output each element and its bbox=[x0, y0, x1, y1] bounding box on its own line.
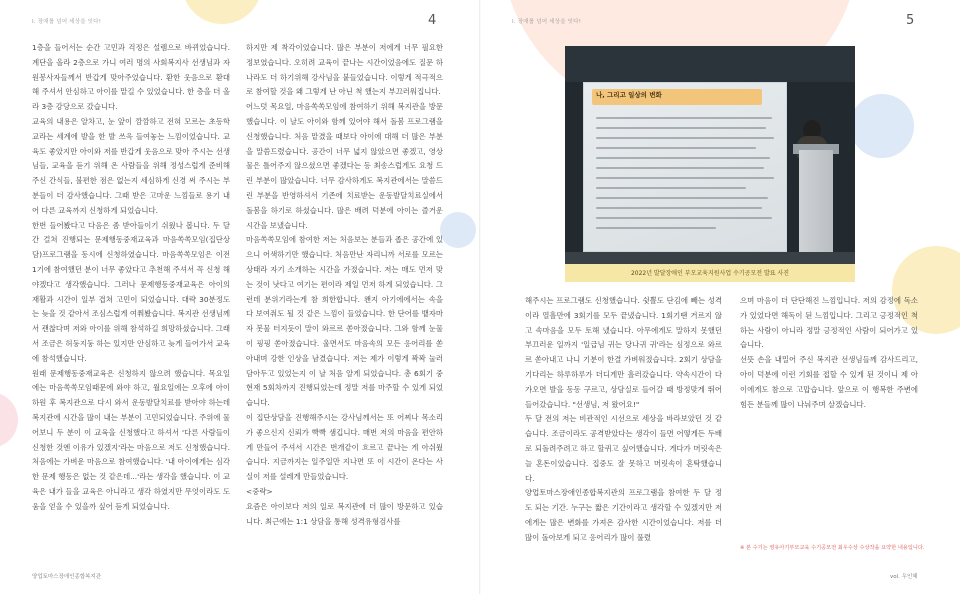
paragraph: 원래 문제행동중재교육은 신청하지 않으려 했습니다. 목요일에는 마음쏙쏙모임때문에 와야 하고, 월요일에는 오후에 아이 하원 후 복지관으로 다시 와서 운동발달치료를 받아야 하는데 복지관에 시간을 많이 내는 부분이 고민되었습니다. 주위에 물어보니 두 분이 이 교육을 신청했다고 하셔서 '다른 사람들이 신청한 것엔 이유가 있겠지'라는 마음으로 저도 신청했습니다. 처음에는 가벼운 마음으로 참여했습니다. '내 아이에게는 심각한 문제 행동은 없는 것 같은데...'라는 생각을 했습니다. 이 교육은 내가 들을 교육은 아니라고 생각 하였지만 무엇이라도 도움을 얻을 수 있을까 싶어 듣게 되었습니다. bbox=[32, 368, 230, 511]
podium bbox=[799, 150, 833, 258]
slide-text-line bbox=[596, 117, 772, 119]
page-number: 5 bbox=[906, 13, 915, 28]
paragraph: 요즘은 아이보다 저의 일로 복지관에 더 많이 방문하고 있습니다. 최근에는 1:1 상담을 통해 성격유형검사를 bbox=[246, 501, 443, 526]
stage-floor bbox=[565, 252, 855, 264]
paragraph: 양업토마스장애인종합복지관의 프로그램을 참여한 두 달 정도 되는 기간. 누구는 짧은 기간이라고 생각할 수 있겠지만 저에게는 많은 변화를 가져온 감사한 시간이었습니다. 저를 더 많이 돌아보게 되고 응어리가 많이 풀렸 bbox=[525, 488, 722, 542]
decor-circle-yellow bbox=[182, 0, 262, 24]
projection-screen bbox=[583, 82, 787, 252]
text-column-1 bbox=[525, 294, 722, 546]
paragraph: 어느덧 목요일, 마음쏙쏙모임에 참여하기 위해 복지관을 방문했습니다. 이 날도 아이와 함께 있어야 해서 돌봄 프로그램을 신청했습니다. 처음 맡겼을 때보다 아이에 대해 더 많은 부분을 말씀드렸습니다. 공간이 너무 넓지 않았으면 좋겠고, 영상물은 틀어주지 않으셨으면 좋겠다는 등 최송스럽게도 요청 드린 부분이 많았습니다. 너무 감사하게도 복지관에서는 말씀드린 부분을 반영하셔서 기존에 치료받는 운동발달치료실에서 돌봄을 하기로 하셨습니다. 많은 배려 덕분에 아이는 즐거운 시간을 보냈습니다. bbox=[246, 102, 443, 230]
paragraph: 1층을 들어서는 순간 고민과 걱정은 설렘으로 바뀌었습니다. 계단을 올라 2층으로 가니 여러 명의 사회복지사 선생님과 자원봉사자들께서 반갑게 맞아주었습니다. 환한 웃음으로 환대해 주셔서 안심하고 아이를 맡길 수 있었습니다. 한 층을 더 올라 3층 강당으로 갔습니다. bbox=[32, 43, 230, 112]
text-column-1 bbox=[32, 41, 230, 515]
slide-text-line bbox=[596, 217, 772, 219]
slide-text-line bbox=[596, 207, 762, 209]
slide-text-line bbox=[596, 187, 746, 189]
decor-circle-blue bbox=[850, 94, 914, 158]
paragraph: 선뜻 손을 내밀어 주신 복지관 선생님들께 감사드리고, 아이 덕분에 이런 기회를 접할 수 있게 된 것이니 제 아이에게도 참으로 고맙습니다. 앞으로 이 행복한 주변에 힘든 분들께 많이 나눠주며 살겠습니다. bbox=[740, 355, 918, 409]
paragraph: 해주시는 프로그램도 신청했습니다. 쉿뽈도 단김에 빼는 성격이라 열흘만에 3회기를 모두 끝냈습니다. 1회기땐 거르지 않고 속마음을 모두 토해 냈습니다. 아무에게도 말하지 못했던 부끄러운 일까지 '일급님 귀는 당나귀 귀'라는 심정으로 와르르 쏟아내고 나니 기분이 한결 가벼워졌습니다. 2회기 상담을 기다리는 하루하루가 더디게만 흘러갔습니다. 약속시간이 다가오면 발을 동동 구르고, 상담실로 들어갈 때 방정맞게 뛰어 들어갔습니다. "선생님, 저 왔어요!" bbox=[525, 296, 722, 409]
paragraph: 교육의 내용은 알차고, 눈 앞이 깜깜하고 전혀 모르는 초등학교라는 세계에 발을 한 발 쓰윽 들여놓는 느낌이었습니다. 교육도 좋았지만 아이와 저를 반갑게 웃음으로 맞아 주시는 선생님들, 교육을 듣기 위해 온 사람들을 위해 정성스럽게 준비해주신 간식들, 불편한 점은 없는지 세심하게 신경 써 주시는 부분들이 더 감사했습니다. 그때 받은 고마운 느낌들로 용기 내어 다른 교육까지 신청하게 되었습니다. bbox=[32, 116, 230, 215]
paragraph: 으며 마음이 더 단단해진 느낌입니다. 저의 감정에 독소가 있었다면 해독이 된 느낌입니다. 그리고 긍정적인 척하는 사람이 아니라 정말 긍정적인 사람이 되어가고 있습니다. bbox=[740, 296, 918, 350]
paragraph: 하지만 제 착각이었습니다. 많은 부분이 저에게 너무 필요한 정보였습니다. 오히려 교육이 끝나는 시간이었음에도 질문 하나라도 더 하기위해 강사님을 붙들었습니다. 이렇게 적극적으로 참여할 것을 왜 그렇게 난 아닌 척 했는지 부끄러워집니다. bbox=[246, 43, 443, 97]
paragraph: 이 집단상담을 진행해주시는 강사님께서는 또 어찌나 목소리가 좋으신지 신뢰가 빡빡 샘깁니다. 매번 저의 마음을 편안하게 만들어 주셔서 시간은 번개같이 흐르고 끝나는 게 아쉬웠습니다. 지금까지는 일주일만 지나면 또 이 시간이 온다는 사실이 저를 설레게 만들었습니다. bbox=[246, 412, 443, 482]
slide-title: 나, 그리고 일상의 변화 bbox=[596, 91, 662, 99]
photo-ceiling bbox=[565, 46, 855, 82]
slide-text-line bbox=[596, 167, 764, 169]
text-column-2 bbox=[740, 294, 918, 412]
footnote: ※ 본 수기는 영유아기부모교육 수기공모전 최우수상 수상작을 요약한 내용입니다. bbox=[740, 545, 925, 551]
paragraph: 마음쏙쏙모임에 참여한 저는 처음보는 분들과 좁은 공간에 있으니 어색하기만 했습니다. 처음만난 자리니까 서로를 모르는 상태라 자기 소개하는 시간을 가졌습니다. 저는 매도 먼저 맞는 것이 낫다고 여기는 편이라 제일 먼저 하게 되었습니다. 그런데 분위기라는게 참 희한합니다. 왠지 아기에에서는 속을 다 보여줘도 될 것 같은 느낌이 들었습니다. 한 단어를 뱉자마자 봇물 터지듯이 말이 와르르 쏟아졌습니다. 그와 함께 눈물이 핑핑 쏟아졌습니다. 울면서도 마음속의 모든 응어리를 쏟아내며 강한 인상을 남겼습니다. 저는 제가 이렇게 꽉꽉 눌러 담아두고 있었는지 이 날 처음 알게 되었습니다. 총 6회기 중 현재 5회차까지 진행되었는데 정말 저를 마주할 수 있게 되었습니다. bbox=[246, 235, 443, 408]
slide-text-line bbox=[596, 147, 756, 149]
running-head: I. 장애를 넘어 세상을 잇다! bbox=[32, 19, 102, 25]
slide-text-line bbox=[596, 157, 770, 159]
text-column-2 bbox=[246, 41, 443, 529]
page-number: 4 bbox=[428, 13, 437, 28]
paragraph: 두 달 전의 저는 비관적인 시선으로 세상을 바라보았던 것 같습니다. 조금이라도 공격받았다는 생각이 들면 어떻게든 두배로 되돌려주려고 하고 할퀴고 싶어했습니다. 게다가 머릿속은 늘 혼돈이었습니다. 집중도 잘 못하고 머릿속이 혼탁했습니다. bbox=[525, 414, 722, 483]
paragraph: <중략> bbox=[246, 486, 273, 496]
slide-text-line bbox=[596, 127, 766, 129]
decor-circle-pink bbox=[0, 392, 18, 448]
slide-text-line bbox=[596, 227, 716, 229]
footer: vol. 우인혜 bbox=[890, 574, 918, 580]
presentation-photo bbox=[565, 46, 855, 282]
slide-text-line bbox=[596, 177, 774, 179]
slide-text-line bbox=[596, 197, 768, 199]
decor-circle-blue bbox=[440, 212, 476, 248]
photo-caption: 2022년 발달장애인 부모교육지원사업 수기공모전 발표 사진 bbox=[630, 270, 790, 277]
footer: 양업토마스장애인종합복지관 bbox=[32, 574, 102, 580]
slide-text-line bbox=[596, 137, 774, 139]
paragraph: 한번 들어봤다고 다음은 좀 받아들이기 쉬웠나 봅니다. 두 달 간 걸쳐 진행되는 문제행동중재교육과 마음쏙쏙모임(집단상담)프로그램을 동시에 신청하였습니다. 마음쏙쏙모임은 이전 1기에 참여했던 분이 너무 좋았다고 추천해 주셔서 꼭 신청 해야겠다고 생각했습니다. 그러나 문제행동중재교육은 아이의 재활과 시간이 일부 겹쳐 고민이 되었습니다. 대략 30분정도는 늦을 것 같아서 조심스럽게 여쭤봤습니다. 복지관 선생님께서 괜찮다며 저와 아이를 위해 참석하길 희망하셨습니다. 그래서 조금은 허둥지둥 하는 있지만 안심하고 늦게 들어가서 교육에 참석했습니다. bbox=[32, 220, 230, 363]
running-head: I. 장애를 넘어 세상을 잇다! bbox=[512, 19, 582, 25]
